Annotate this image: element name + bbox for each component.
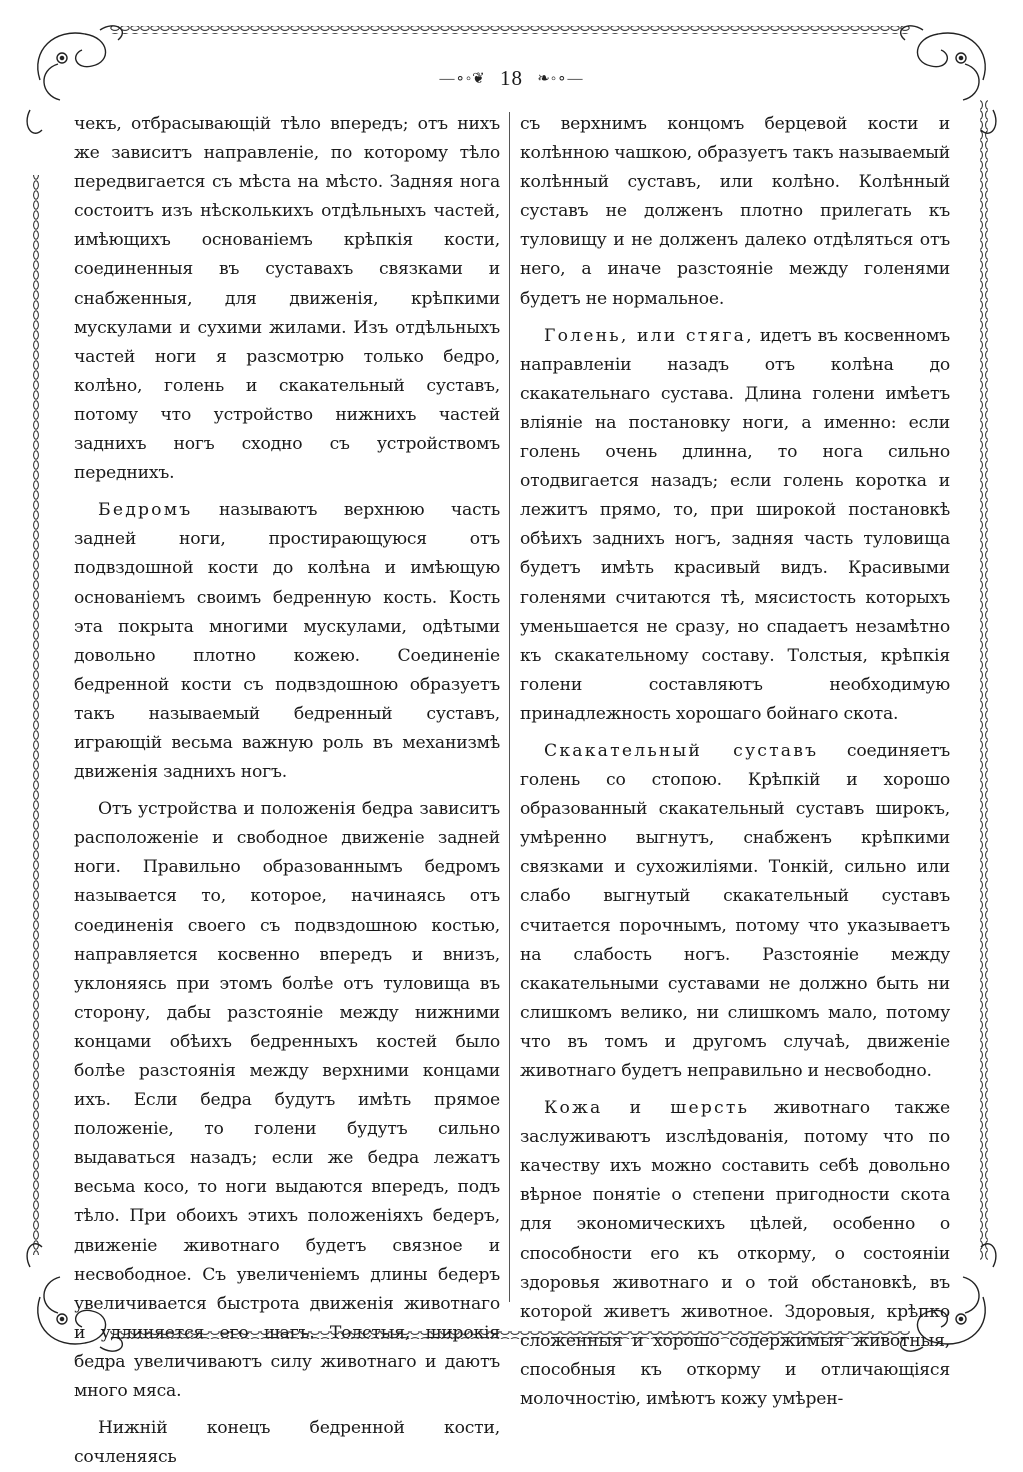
term-hock: Скакательный суставъ <box>544 740 819 761</box>
paragraph-hock-text: соединяетъ голень со стопою. Крѣпкій и хорошо образованный скакательный суставъ широкъ, умѣренно выгнутъ, снабженъ крѣпкими связками и сухожиліями. Тонкій, сильно или слабо выгнутый скакательный суставъ считается порочнымъ, потому что указываетъ на слабость ногъ. Разстояніе между скакательными суставами не должно быть ни слишкомъ велико, ни слишкомъ мало, потому что въ томъ и другомъ случаѣ, движеніе животнаго будетъ неправильно и несвободно. <box>520 740 950 1081</box>
left-column <box>74 110 500 1468</box>
term-shin: Голень, или стяга, <box>544 325 754 346</box>
term-skin: Кожа и шерсть <box>544 1098 750 1119</box>
paragraph-shin <box>520 322 950 729</box>
left-ornament-icon: —∘◦❦ <box>439 71 486 87</box>
page-number: 18 <box>500 66 523 90</box>
border-top <box>110 26 910 34</box>
border-right <box>980 100 988 1260</box>
paragraph-knee: съ верхнимъ концомъ берцевой кости и колѣнною чашкою, образуетъ такъ называемый колѣнный суставъ, или колѣно. Колѣнный суставъ не долженъ плотно прилегать къ туловищу и не долженъ далеко отдѣляться отъ него, а иначе разстояніе между голенями будетъ не нормальное. <box>520 114 950 309</box>
paragraph-femur-end: Нижній конецъ бедренной кости, сочленяясь <box>74 1418 500 1468</box>
column-divider <box>509 112 510 1302</box>
paragraph-thigh-position: Отъ устройства и положенія бедра зависитъ расположеніе и свободное движеніе задней ноги. Правильно образованнымъ бедромъ называется то, которое, начинаясь отъ соединенія своего съ подвздошною костью, направляется косвенно впередъ и внизъ, уклоняясь при этомъ болѣе отъ туловища въ сторону, дабы разстояніе между нижними концами обѣихъ бедренныхъ костей было болѣе разстоянія между верхними концами ихъ. Если бедра будутъ имѣть прямое положеніе, то голени будутъ сильно выдаваться назадъ; если же бедра лежатъ весьма косо, то ноги выдаются впередъ, подъ тѣло. При обоихъ этихъ положеніяхъ бедеръ, движеніе животнаго будетъ связное и несвободное. Съ увеличеніемъ длины бедеръ увеличивается быстрота движенія животнаго и удлиняется его шагъ. Толстыя, широкія бедра увеличиваютъ силу животнаго и даютъ много мяса. <box>74 799 500 1402</box>
paragraph-thigh <box>74 496 500 787</box>
paragraph-skin-text: животнаго также заслуживаютъ изслѣдованія, потому что по качеству ихъ можно составить себѣ довольно вѣрное понятіе о степени пригодности скота для экономическихъ цѣлей, особенно о способности его къ откорму, о состояніи здоровья животнаго и о той обстановкѣ, въ которой живетъ животное. Здоровыя, крѣпко сложенныя и хорошо содержимыя животныя, способныя къ откорму и отличающіяся молочностію, имѣютъ кожу умѣрен- <box>520 1098 950 1410</box>
paragraph-skin <box>520 1094 950 1414</box>
border-left <box>33 175 41 1255</box>
paragraph-leg-structure: чекъ, отбрасывающій тѣло впередъ; отъ нихъ же зависитъ направленіе, по которому тѣло передвигается съ мѣста на мѣсто. Задняя нога состоитъ изъ нѣсколькихъ отдѣльныхъ частей, имѣющихъ основаніемъ крѣпкія кости, соединенныя въ суставахъ связками и снабженныя, для движенія, крѣпкими мускулами и сухими жилами. Изъ отдѣльныхъ частей ноги я разсмотрю только бедро, колѣно, голень и скакательный суставъ, потому что устройство нижнихъ частей заднихъ ногъ сходно съ устройствомъ переднихъ. <box>74 114 500 484</box>
paragraph-thigh-text: называютъ верхнюю часть задней ноги, простирающуюся отъ подвздошной кости до колѣна и имѣющую основаніемъ своимъ бедренную кость. Кость эта покрыта многими мускулами, одѣтыми довольно плотно кожею. Соединеніе бедренной кости съ подвздошною образуетъ такъ называемый бедренный суставъ, играющій весьма важную роль въ механизмѣ движенія заднихъ ногъ. <box>74 500 500 783</box>
page-number-header <box>0 66 1023 91</box>
right-ornament-icon: ❧◦∘— <box>537 71 584 87</box>
term-thigh: Бедромъ <box>98 500 193 521</box>
right-column <box>520 110 950 1410</box>
paragraph-hock <box>520 737 950 1086</box>
paragraph-shin-text: идетъ въ косвенномъ направленіи назадъ отъ колѣна до скакательнаго сустава. Длина голени имѣетъ вліяніе на постановку ноги, а именно: если голень очень длинна, то нога сильно отодвигается назадъ; если голень коротка и лежитъ прямо, то, при широкой постановкѣ обѣихъ заднихъ ногъ, задняя часть туловища будетъ имѣть красивый видъ. Красивыми голенями считаются тѣ, мясистость которыхъ уменьшается не сразу, но спадаетъ незамѣтно къ скакательному составу. Толстыя, крѣпкія голени составляютъ необходимую принадлежность хорошаго бойнаго скота. <box>520 325 950 724</box>
